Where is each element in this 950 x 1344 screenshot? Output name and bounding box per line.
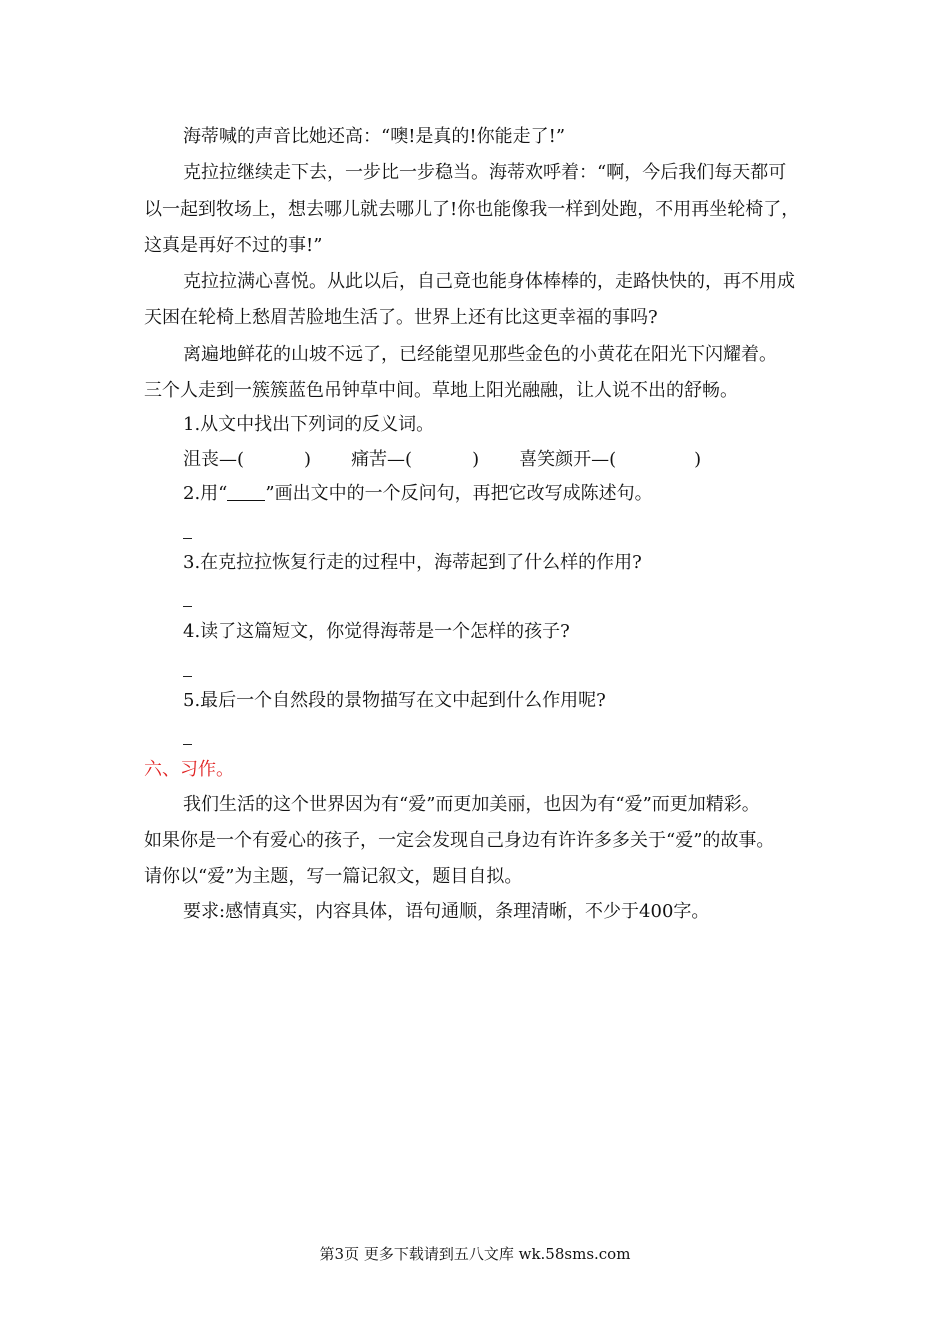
composition-prompt-line: 如果你是一个有爱心的孩子，一定会发现自己身边有许许多多关于“爱”的故事。 <box>144 830 775 851</box>
passage-line: 离遍地鲜花的山坡不远了，已经能望见那些金色的小黄花在阳光下闪耀着。 <box>183 344 777 365</box>
passage-line: 天困在轮椅上愁眉苦脸地生活了。世界上还有比这更幸福的事吗? <box>144 307 658 328</box>
passage-line: 海蒂喊的声音比她还高：“噢!是真的!你能走了!” <box>183 126 566 147</box>
question-5: 5.最后一个自然段的景物描写在文中起到什么作用呢? <box>183 690 606 711</box>
answer-line[interactable] <box>183 676 192 677</box>
passage-line: 克拉拉满心喜悦。从此以后，自己竟也能身体棒棒的，走路快快的，再不用成 <box>183 271 795 292</box>
answer-line[interactable] <box>183 606 192 607</box>
answer-line[interactable] <box>183 744 192 745</box>
antonym-item-b: 痛苦—( <box>351 449 413 470</box>
antonym-answer-row: 沮丧—( ) 痛苦—( ) 喜笑颜开—( ) <box>183 449 702 470</box>
passage-line: 克拉拉继续走下去，一步比一步稳当。海蒂欢呼着：“啊，今后我们每天都可 <box>183 162 787 183</box>
composition-requirement: 要求:感情真实，内容具体，语句通顺，条理清晰，不少于400字。 <box>183 901 710 922</box>
antonym-item-c: 喜笑颜开—( <box>519 449 617 470</box>
antonym-item-a: 沮丧—( <box>183 449 245 470</box>
question-4: 4.读了这篇短文，你觉得海蒂是一个怎样的孩子? <box>183 621 570 642</box>
underline-mark <box>227 484 265 501</box>
composition-prompt-line: 请你以“爱”为主题，写一篇记叙文，题目自拟。 <box>144 866 523 887</box>
section-heading: 六、习作。 <box>144 759 234 780</box>
passage-line: 以一起到牧场上，想去哪儿就去哪儿了!你也能像我一样到处跑，不用再坐轮椅了， <box>144 199 800 220</box>
page-footer: 第3页 更多下载请到五八文库 wk.58sms.com <box>319 1245 631 1263</box>
passage-line: 三个人走到一簇簇蓝色吊钟草中间。草地上阳光融融，让人说不出的舒畅。 <box>144 380 738 401</box>
composition-prompt-line: 我们生活的这个世界因为有“爱”而更加美丽，也因为有“爱”而更加精彩。 <box>183 794 760 815</box>
passage-line: 这真是再好不过的事!” <box>144 235 323 256</box>
question-2: 2.用“ ”画出文中的一个反问句，再把它改写成陈述句。 <box>183 483 653 504</box>
question-1: 1.从文中找出下列词的反义词。 <box>183 414 435 435</box>
question-3: 3.在克拉拉恢复行走的过程中，海蒂起到了什么样的作用? <box>183 552 642 573</box>
answer-line[interactable] <box>183 538 192 539</box>
